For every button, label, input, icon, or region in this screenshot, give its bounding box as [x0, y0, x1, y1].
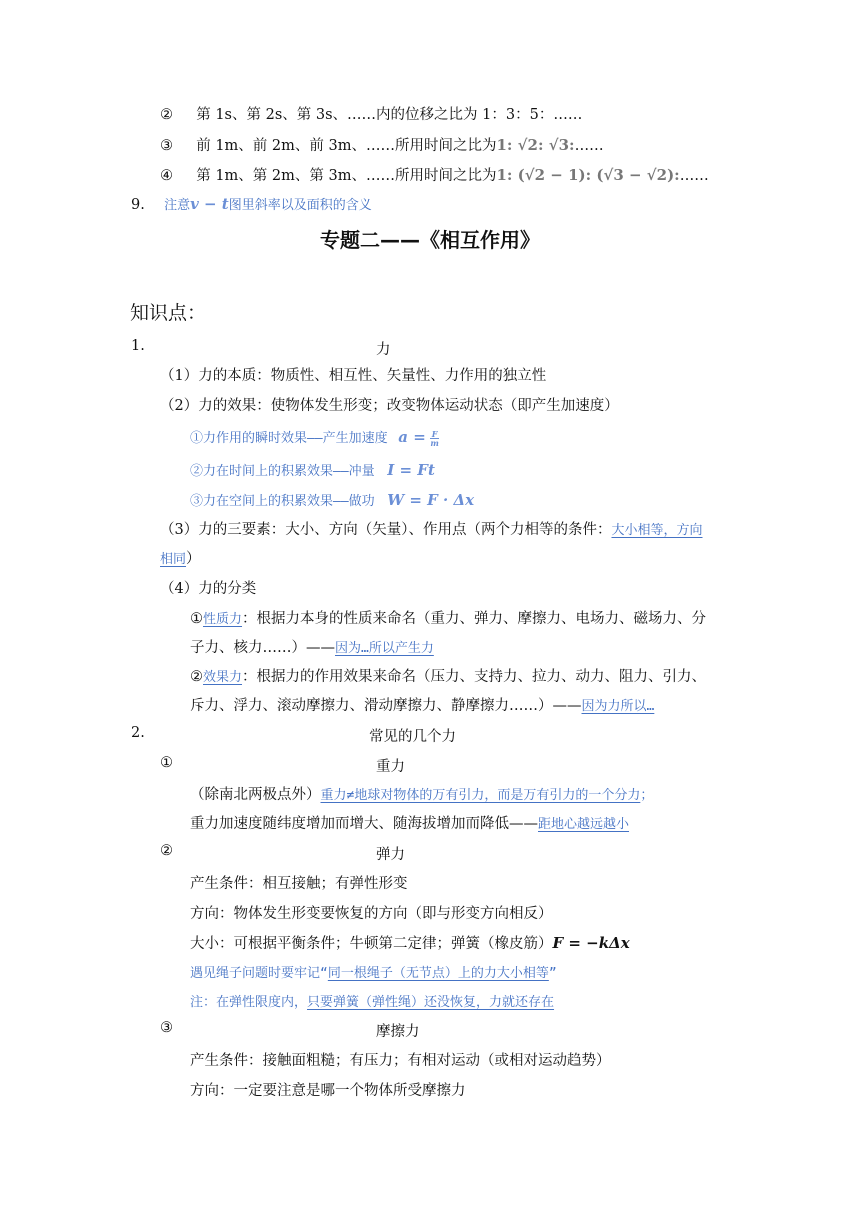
ratio-item-3	[160, 134, 604, 157]
friction-direction: 方向：一定要注意是哪一个物体所受摩擦力	[190, 1083, 466, 1099]
class-nature-force: ①性质力：根据力本身的性质来命名（重力、弹力、摩擦力、电场力、磁场力、分	[190, 611, 707, 627]
force-classification: （4）力的分类	[160, 581, 257, 597]
spring-rule: 只要弹簧（弹性绳）还没恢复，力就还存在	[307, 995, 555, 1010]
effect-space-text: ③力在空间上的积累效果——做功	[190, 494, 375, 509]
elastic-direction: 方向：物体发生形变要恢复的方向（即与形变方向相反）	[190, 906, 553, 922]
ratio-tail: ……	[574, 138, 604, 154]
note-math: v − t	[190, 195, 229, 213]
force-effect: （2）力的效果：使物体发生形变；改变物体运动状态（即产生加速度）	[160, 398, 619, 414]
note-number: 9.	[131, 197, 145, 213]
ratio-mark: ②	[160, 107, 173, 123]
ratio-text: 前 1m、前 2m、前 3m、……所用时间之比为	[196, 138, 497, 154]
effect-time-math: I = Ft	[387, 461, 435, 479]
gravity-definition: 重力≠地球对物体的万有引力，而是万有引力的一个分力	[320, 788, 641, 803]
note-9	[131, 193, 372, 217]
rope-rule: 同一根绳子（无节点）上的力大小相等	[327, 966, 549, 981]
fraction-f-over-m: $\frac{F}{m}$	[430, 428, 439, 448]
note-pre: 注意	[164, 198, 191, 213]
ratio-text: 第 1m、第 2m、第 3m、……所用时间之比为	[196, 168, 497, 184]
elastic-condition: 产生条件：相互接触；有弹性形变	[190, 876, 408, 892]
item-number-1: 1.	[131, 338, 145, 354]
gravity-note-2: 重力加速度随纬度增加而增大、随海拔增加而降低——距地心越远越小	[190, 816, 630, 832]
item-heading-force: 力	[376, 342, 391, 358]
friction-mark: ③	[160, 1020, 173, 1036]
gravity-heading: 重力	[376, 759, 405, 775]
effect-instant	[190, 426, 439, 450]
nature-force-note: 因为…所以产生力	[335, 641, 434, 656]
elastic-magnitude: 大小：可根据平衡条件；牛顿第二定律；弹簧（橡皮筋）F = −kΔx	[190, 934, 630, 952]
ratio-mark: ③	[160, 138, 173, 154]
effect-instant-text: ①力作用的瞬时效果——产生加速度	[190, 431, 388, 446]
item-heading-common-forces: 常见的几个力	[369, 729, 456, 745]
page-title: 专题二——《相互作用》	[320, 228, 540, 252]
ratio-math: 1: √2: √3:	[496, 136, 575, 154]
force-nature: （1）力的本质：物质性、相互性、矢量性、力作用的独立性	[160, 368, 547, 384]
note-post: 图里斜率以及面积的含义	[228, 198, 372, 213]
class-nature-force-cont: 子力、核力……）——因为…所以产生力	[190, 640, 434, 656]
ratio-math: 1: (√2 − 1): (√3 − √2):	[496, 166, 680, 184]
effect-time-text: ②力在时间上的积累效果——冲量	[190, 464, 375, 479]
elastic-mark: ②	[160, 843, 173, 859]
spring-note: 注：在弹性限度内，只要弹簧（弹性绳）还没恢复，力就还存在	[190, 995, 555, 1010]
effect-force-note: 因为力所以…	[581, 699, 655, 714]
class-effect-force-cont: 斥力、浮力、滚动摩擦力、滑动摩擦力、静摩擦力……）——因为力所以…	[190, 698, 655, 714]
class-effect-force: ②效果力：根据力的作用效果来命名（压力、支持力、拉力、动力、阻力、引力、	[190, 669, 707, 685]
equal-condition-note: 大小相等，方向	[611, 523, 703, 538]
ratio-text: 第 1s、第 2s、第 3s、……内的位移之比为 1：3：5：……	[196, 107, 583, 123]
section-heading: 知识点：	[130, 302, 207, 324]
hooke-law: F = −kΔx	[552, 934, 630, 952]
ratio-mark: ④	[160, 168, 173, 184]
gravity-mark: ①	[160, 755, 173, 771]
effect-space	[190, 489, 474, 513]
effect-space-math: W = F · Δx	[387, 491, 475, 509]
ratio-item-4	[160, 164, 709, 187]
effect-instant-lhs: a =	[398, 428, 426, 446]
nature-force-link: 性质力	[203, 612, 243, 627]
force-three-elements: （3）力的三要素：大小、方向（矢量）、作用点（两个力相等的条件：大小相等，方向	[160, 522, 703, 538]
gravity-note-1: （除南北两极点外）重力≠地球对物体的万有引力，而是万有引力的一个分力；	[190, 787, 654, 803]
friction-heading: 摩擦力	[376, 1024, 420, 1040]
effect-force-link: 效果力	[203, 670, 243, 685]
elastic-heading: 弹力	[376, 847, 405, 863]
rope-note: 遇见绳子问题时要牢记“同一根绳子（无节点）上的力大小相等”	[190, 966, 557, 981]
effect-time	[190, 459, 435, 483]
ratio-tail: ……	[679, 168, 709, 184]
gravity-distance-note: 距地心越远越小	[538, 817, 630, 832]
item-number-2: 2.	[131, 725, 145, 741]
force-three-elements-cont: 相同）	[160, 551, 201, 567]
ratio-item-2	[160, 104, 582, 126]
friction-condition: 产生条件：接触面粗糙；有压力；有相对运动（或相对运动趋势）	[190, 1053, 611, 1069]
